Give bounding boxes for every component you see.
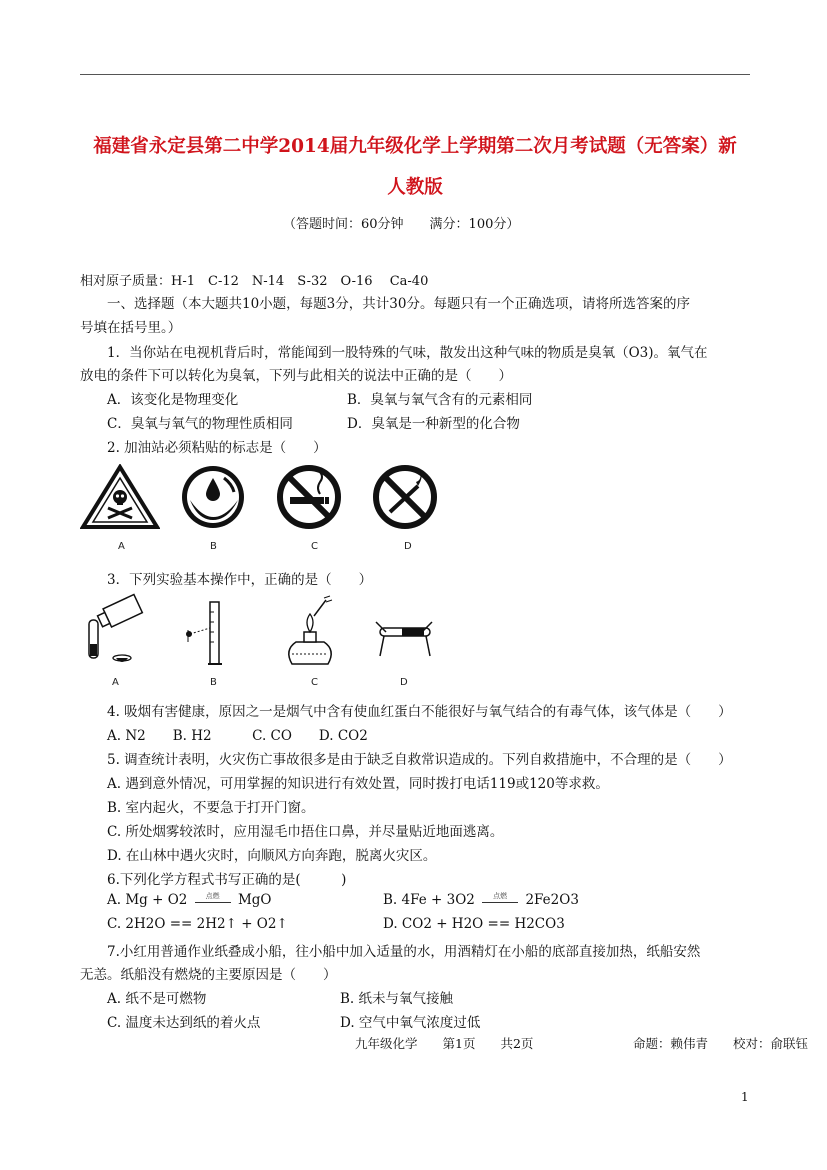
q1-option-d: D．臭氧是一种新型的化合物 bbox=[347, 416, 520, 432]
exam-subtitle: （答题时间：60分钟 满分：100分） bbox=[283, 217, 520, 232]
no-fire-sign-icon bbox=[372, 464, 438, 530]
q1-option-c: C．臭氧与氧气的物理性质相同 bbox=[107, 416, 293, 432]
q3-figure-label-d: D bbox=[400, 677, 408, 688]
section-intro-line-2: 号填在括号里。） bbox=[80, 320, 182, 336]
lamp-heating-diagram-icon bbox=[278, 594, 342, 670]
q3-figure-label-c: C bbox=[311, 677, 318, 688]
header-rule bbox=[80, 74, 750, 75]
q1-option-b: B．臭氧与氧气含有的元素相同 bbox=[347, 392, 533, 408]
q7-option-b: B. 纸未与氧气接触 bbox=[340, 991, 454, 1007]
reaction-arrow-icon bbox=[482, 891, 518, 907]
q7-stem-line-2: 无恙。纸船没有燃烧的主要原因是（ ） bbox=[80, 967, 337, 983]
q4-stem: 4. 吸烟有害健康，原因之一是烟气中含有使血红蛋白不能很好与氧气结合的有毒气体，该气体是（ ） bbox=[107, 704, 732, 720]
q6-option-d: D. CO2 + H2O == H2CO3 bbox=[383, 916, 565, 932]
q2-figure-label-c: C bbox=[311, 541, 318, 552]
q6-stem: 6.下列化学方程式书写正确的是( ) bbox=[107, 872, 347, 888]
reading-cylinder-diagram-icon bbox=[182, 600, 226, 668]
q5-option-d: D. 在山林中遇火灾时，向顺风方向奔跑，脱离火灾区。 bbox=[107, 848, 437, 864]
q1-stem-line-2: 放电的条件下可以转化为臭氧，下列与此相关的说法中正确的是（ ） bbox=[80, 368, 512, 384]
q4-options: A. N2 B. H2 C. CO D. CO2 bbox=[107, 728, 368, 744]
q6-option-c: C. 2H2O == 2H2↑ + O2↑ bbox=[107, 916, 288, 932]
q5-option-c: C. 所处烟雾较浓时，应用湿毛巾捂住口鼻，并尽量贴近地面逃离。 bbox=[107, 824, 504, 840]
q2-figure-label-b: B bbox=[210, 541, 217, 552]
toxic-warning-sign-icon bbox=[80, 464, 160, 530]
corrosive-sign-icon bbox=[180, 464, 246, 530]
footer-subject: 九年级化学 第1页 共2页 bbox=[355, 1036, 534, 1051]
q2-figure-label-d: D bbox=[404, 541, 412, 552]
pouring-liquid-diagram-icon bbox=[80, 592, 144, 670]
q7-option-c: C. 温度未达到纸的着火点 bbox=[107, 1015, 261, 1031]
no-smoking-sign-icon bbox=[276, 464, 342, 530]
q5-option-b: B. 室内起火，不要急于打开门窗。 bbox=[107, 800, 315, 816]
document-title-line-2: 人教版 bbox=[387, 177, 443, 198]
atomic-masses: 相对原子质量：H-1 C-12 N-14 S-32 O-16 Ca-40 bbox=[80, 274, 429, 289]
q6-option-b-products: 2Fe2O3 bbox=[525, 892, 579, 908]
q2-figure-label-a: A bbox=[118, 541, 125, 552]
q6-option-b-reactants: B. 4Fe + 3O2 bbox=[383, 892, 475, 908]
q7-option-a: A. 纸不是可燃物 bbox=[107, 991, 207, 1007]
heating-test-tube-diagram-icon bbox=[372, 616, 438, 666]
reaction-condition: 点燃 bbox=[493, 891, 508, 900]
q3-stem: 3．下列实验基本操作中，正确的是（ ） bbox=[107, 572, 373, 588]
q6-option-a bbox=[107, 892, 272, 908]
document-title-line-1: 福建省永定县第二中学2014届九年级化学上学期第二次月考试题（无答案）新 bbox=[93, 136, 737, 157]
page-number: 1 bbox=[741, 1090, 749, 1104]
footer-author: 命题：赖伟青 校对：俞联钰 bbox=[633, 1036, 809, 1051]
q2-stem: 2. 加油站必须粘贴的标志是（ ） bbox=[107, 440, 327, 456]
q7-stem-line-1: 7.小红用普通作业纸叠成小船，往小船中加入适量的水，用酒精灯在小船的底部直接加热，纸船安然 bbox=[107, 944, 701, 960]
q6-option-a-reactants: A. Mg + O2 bbox=[107, 892, 188, 908]
q3-figure-label-b: B bbox=[210, 677, 217, 688]
reaction-condition: 点燃 bbox=[205, 891, 220, 900]
q6-option-b bbox=[383, 892, 579, 908]
section-intro-line-1: 一、选择题（本大题共10小题，每题3分，共计30分。每题只有一个正确选项，请将所选答案的序 bbox=[107, 296, 690, 312]
q1-stem-line-1: 1．当你站在电视机背后时，常能闻到一股特殊的气味，散发出这种气味的物质是臭氧（O3)。氧气在 bbox=[107, 345, 708, 361]
q5-option-a: A. 遇到意外情况，可用掌握的知识进行有效处置，同时拨打电话119或120等求救。 bbox=[107, 776, 609, 792]
q5-stem: 5. 调查统计表明，火灾伤亡事故很多是由于缺乏自救常识造成的。下列自救措施中，不合理的是（ ） bbox=[107, 752, 732, 768]
q3-figure-label-a: A bbox=[112, 677, 119, 688]
reaction-arrow-icon bbox=[195, 891, 231, 907]
q1-option-a: A．该变化是物理变化 bbox=[107, 392, 239, 408]
q6-option-a-products: MgO bbox=[237, 892, 272, 908]
q7-option-d: D. 空气中氧气浓度过低 bbox=[340, 1015, 481, 1031]
